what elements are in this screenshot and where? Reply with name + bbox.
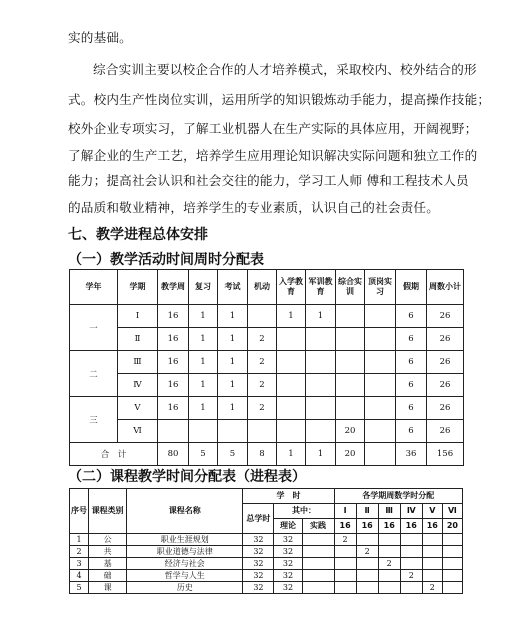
table-cell: 5 xyxy=(218,443,248,466)
table-cell: 32 xyxy=(243,570,274,582)
table-cell: 1 xyxy=(189,351,218,374)
table-cell: 32 xyxy=(274,558,302,570)
header-year: 学年 xyxy=(70,270,118,305)
header-term: Ⅱ xyxy=(356,504,378,519)
type-cell: 础 xyxy=(89,570,127,582)
table-cell: 1 xyxy=(218,328,248,351)
header-term: Ⅰ xyxy=(334,504,356,519)
course-name-cell: 哲学与人生 xyxy=(127,570,243,582)
table-cell xyxy=(365,397,396,420)
table-row xyxy=(70,374,464,397)
table-cell: 26 xyxy=(427,328,464,351)
header-term: 学期 xyxy=(118,270,158,305)
header-exam: 考试 xyxy=(218,270,248,305)
table-row xyxy=(70,397,464,420)
table-cell xyxy=(302,570,334,582)
table-cell: 16 xyxy=(158,351,189,374)
table-row xyxy=(70,582,463,594)
table-cell xyxy=(365,374,396,397)
table-cell: 8 xyxy=(248,443,277,466)
table-cell: 5 xyxy=(189,443,218,466)
table-cell xyxy=(442,570,462,582)
table-total-row xyxy=(70,443,464,466)
table-cell: 2 xyxy=(334,534,356,546)
table-cell xyxy=(365,351,396,374)
table-cell: 6 xyxy=(396,328,427,351)
table-cell xyxy=(442,546,462,558)
header-term: Ⅲ xyxy=(378,504,400,519)
table-cell xyxy=(277,351,306,374)
table-cell xyxy=(306,351,336,374)
table-cell xyxy=(336,328,365,351)
table-row xyxy=(70,420,464,443)
table-cell xyxy=(277,397,306,420)
table-cell: 80 xyxy=(158,443,189,466)
table-cell xyxy=(306,397,336,420)
term-cell: Ⅵ xyxy=(118,420,158,443)
paragraph-line: 综合实训主要以校企合作的人才培养模式，采取校内、校外结合的形 xyxy=(93,62,477,77)
table2-title: （二）课程教学时间分配表（进程表） xyxy=(68,469,306,485)
table-cell: 26 xyxy=(427,351,464,374)
table-cell xyxy=(400,558,422,570)
table-cell xyxy=(334,546,356,558)
table-cell xyxy=(334,570,356,582)
table-cell: 32 xyxy=(243,558,274,570)
table-cell: 2 xyxy=(378,558,400,570)
course-name-cell: 经济与社会 xyxy=(127,558,243,570)
seq-cell: 3 xyxy=(70,558,89,570)
paragraph-line: 实的基础。 xyxy=(68,30,132,45)
table-cell: 32 xyxy=(243,546,274,558)
table-cell: 1 xyxy=(218,351,248,374)
table-cell: 32 xyxy=(243,534,274,546)
table-cell: 1 xyxy=(189,305,218,328)
table-cell xyxy=(378,582,400,594)
header-flexible: 机动 xyxy=(248,270,277,305)
seq-cell: 5 xyxy=(70,582,89,594)
table-cell xyxy=(158,420,189,443)
term-cell: Ⅱ xyxy=(118,328,158,351)
table-cell xyxy=(365,305,396,328)
table-cell xyxy=(378,546,400,558)
term-cell: Ⅴ xyxy=(118,397,158,420)
table-header-row xyxy=(70,270,464,305)
table-cell xyxy=(302,582,334,594)
course-name-cell: 历史 xyxy=(127,582,243,594)
table-cell xyxy=(334,558,356,570)
type-cell: 课 xyxy=(89,582,127,594)
table-cell: 16 xyxy=(158,397,189,420)
table-cell xyxy=(378,534,400,546)
table-cell xyxy=(336,374,365,397)
term-cell: Ⅲ xyxy=(118,351,158,374)
table-cell xyxy=(422,534,442,546)
table-cell xyxy=(218,420,248,443)
table-cell: 6 xyxy=(396,374,427,397)
table-cell xyxy=(365,443,396,466)
type-cell: 基 xyxy=(89,558,127,570)
table-cell: 2 xyxy=(356,546,378,558)
course-hours-table xyxy=(69,488,463,594)
activity-weeks-table xyxy=(69,269,464,466)
header-total-hours: 总学时 xyxy=(243,504,274,534)
table-cell xyxy=(277,328,306,351)
type-cell: 公 xyxy=(89,534,127,546)
table-row xyxy=(70,558,463,570)
table-row xyxy=(70,534,463,546)
table-cell: 2 xyxy=(400,570,422,582)
table-cell xyxy=(400,582,422,594)
table-cell xyxy=(442,534,462,546)
table-cell xyxy=(248,420,277,443)
table-cell: 2 xyxy=(248,328,277,351)
course-name-cell: 职业道德与法律 xyxy=(127,546,243,558)
paragraph-line: 式。校内生产性岗位实训，运用所学的知识锻炼动手能力，提高操作技能； xyxy=(68,92,491,107)
header-entrance-education: 入学教育 xyxy=(277,270,306,305)
year-cell: 三 xyxy=(70,397,118,443)
year-cell: 一 xyxy=(70,305,118,351)
header-among: 其中： xyxy=(274,504,334,519)
seq-cell: 2 xyxy=(70,546,89,558)
table-cell xyxy=(302,558,334,570)
table-cell xyxy=(306,374,336,397)
table-cell xyxy=(306,420,336,443)
table-cell: 6 xyxy=(396,351,427,374)
header-military-training: 军训教育 xyxy=(306,270,336,305)
table-cell xyxy=(334,582,356,594)
table-cell xyxy=(248,305,277,328)
table-cell: 1 xyxy=(277,305,306,328)
table-cell: 6 xyxy=(396,397,427,420)
table-cell xyxy=(306,328,336,351)
table-cell xyxy=(442,582,462,594)
table-row xyxy=(70,328,464,351)
table-cell: 32 xyxy=(274,582,302,594)
table-cell: 32 xyxy=(274,570,302,582)
header-term: Ⅴ xyxy=(422,504,442,519)
table-cell: 26 xyxy=(427,397,464,420)
table-cell: 32 xyxy=(274,546,302,558)
table-cell: 16 xyxy=(158,328,189,351)
year-cell: 二 xyxy=(70,351,118,397)
table-cell: 20 xyxy=(336,420,365,443)
table-cell: 32 xyxy=(274,534,302,546)
header-term: Ⅵ xyxy=(442,504,462,519)
table-cell xyxy=(365,420,396,443)
section-title: 七、教学进程总体安排 xyxy=(68,227,208,243)
table-cell xyxy=(302,534,334,546)
header-week-subtotal: 周数小计 xyxy=(427,270,464,305)
table-cell: 1 xyxy=(189,397,218,420)
table-cell: 20 xyxy=(336,443,365,466)
table-cell: 32 xyxy=(243,582,274,594)
table-cell xyxy=(356,534,378,546)
table-cell: 6 xyxy=(396,420,427,443)
table-cell xyxy=(442,558,462,570)
header-theory: 理论 xyxy=(274,519,302,534)
table1-title: （一）教学活动时间周时分配表 xyxy=(68,252,264,268)
table-cell xyxy=(422,570,442,582)
table-cell xyxy=(422,546,442,558)
header-teaching-weeks: 教学周 xyxy=(158,270,189,305)
paragraph-line: 的品质和敬业精神，培养学生的专业素质，认识自己的社会责任。 xyxy=(68,200,440,215)
table-cell: 16 xyxy=(158,305,189,328)
term-cell: Ⅳ xyxy=(118,374,158,397)
table-cell xyxy=(422,558,442,570)
table-cell: 6 xyxy=(396,305,427,328)
table-row xyxy=(70,305,464,328)
type-cell: 共 xyxy=(89,546,127,558)
table-cell xyxy=(189,420,218,443)
table-cell: 1 xyxy=(306,305,336,328)
table-cell xyxy=(356,582,378,594)
table-cell xyxy=(378,570,400,582)
table-cell: 2 xyxy=(422,582,442,594)
table-cell xyxy=(356,570,378,582)
seq-cell: 4 xyxy=(70,570,89,582)
table-cell: 1 xyxy=(218,397,248,420)
header-hours: 学 时 xyxy=(243,489,334,504)
table-cell: 26 xyxy=(427,420,464,443)
header-comprehensive-training: 综合实训 xyxy=(336,270,365,305)
header-weekly-distribution: 各学期周数学时分配 xyxy=(334,489,462,504)
table-cell xyxy=(400,534,422,546)
table-cell xyxy=(356,558,378,570)
table-cell: 2 xyxy=(248,397,277,420)
paragraph-line: 校外企业专项实习，了解工业机器人在生产实际的具体应用，开阔视野； xyxy=(68,121,478,136)
header-weeks: 16 xyxy=(422,519,442,534)
header-weeks: 16 xyxy=(356,519,378,534)
table-cell xyxy=(400,546,422,558)
table-row xyxy=(70,546,463,558)
table-cell: 2 xyxy=(248,374,277,397)
header-weeks: 20 xyxy=(442,519,462,534)
header-vacation: 假期 xyxy=(396,270,427,305)
header-practice: 实践 xyxy=(302,519,334,534)
course-name-cell: 职业生涯规划 xyxy=(127,534,243,546)
table-cell: 1 xyxy=(306,443,336,466)
paragraph-line: 了解企业的生产工艺，培养学生应用理论知识解决实际问题和独立工作的 xyxy=(68,148,478,163)
table-row xyxy=(70,570,463,582)
table-cell xyxy=(365,328,396,351)
header-type: 课程类别 xyxy=(89,489,127,534)
header-weeks: 16 xyxy=(378,519,400,534)
table-cell xyxy=(336,397,365,420)
table-cell: 2 xyxy=(248,351,277,374)
table-cell: 16 xyxy=(158,374,189,397)
table-cell: 36 xyxy=(396,443,427,466)
table-cell xyxy=(277,374,306,397)
header-review: 复习 xyxy=(189,270,218,305)
table-row xyxy=(70,351,464,374)
header-seq: 序号 xyxy=(70,489,89,534)
table-header-row xyxy=(70,489,463,504)
table-cell xyxy=(336,305,365,328)
header-weeks: 16 xyxy=(334,519,356,534)
table-cell: 26 xyxy=(427,374,464,397)
table-cell: 1 xyxy=(277,443,306,466)
table-cell: 1 xyxy=(189,374,218,397)
table-cell: 156 xyxy=(427,443,464,466)
table-cell xyxy=(302,546,334,558)
table-cell xyxy=(277,420,306,443)
table-cell: 26 xyxy=(427,305,464,328)
total-label: 合 计 xyxy=(70,443,158,466)
table-cell xyxy=(336,351,365,374)
header-course-name: 课程名称 xyxy=(127,489,243,534)
table-cell: 1 xyxy=(189,328,218,351)
table-cell: 1 xyxy=(218,305,248,328)
header-internship: 顶岗实习 xyxy=(365,270,396,305)
seq-cell: 1 xyxy=(70,534,89,546)
term-cell: Ⅰ xyxy=(118,305,158,328)
header-term: Ⅳ xyxy=(400,504,422,519)
table-cell: 1 xyxy=(218,374,248,397)
header-weeks: 16 xyxy=(400,519,422,534)
paragraph-line: 能力；提高社会认识和社会交往的能力，学习工人师 傅和工程技术人员 xyxy=(68,173,469,188)
